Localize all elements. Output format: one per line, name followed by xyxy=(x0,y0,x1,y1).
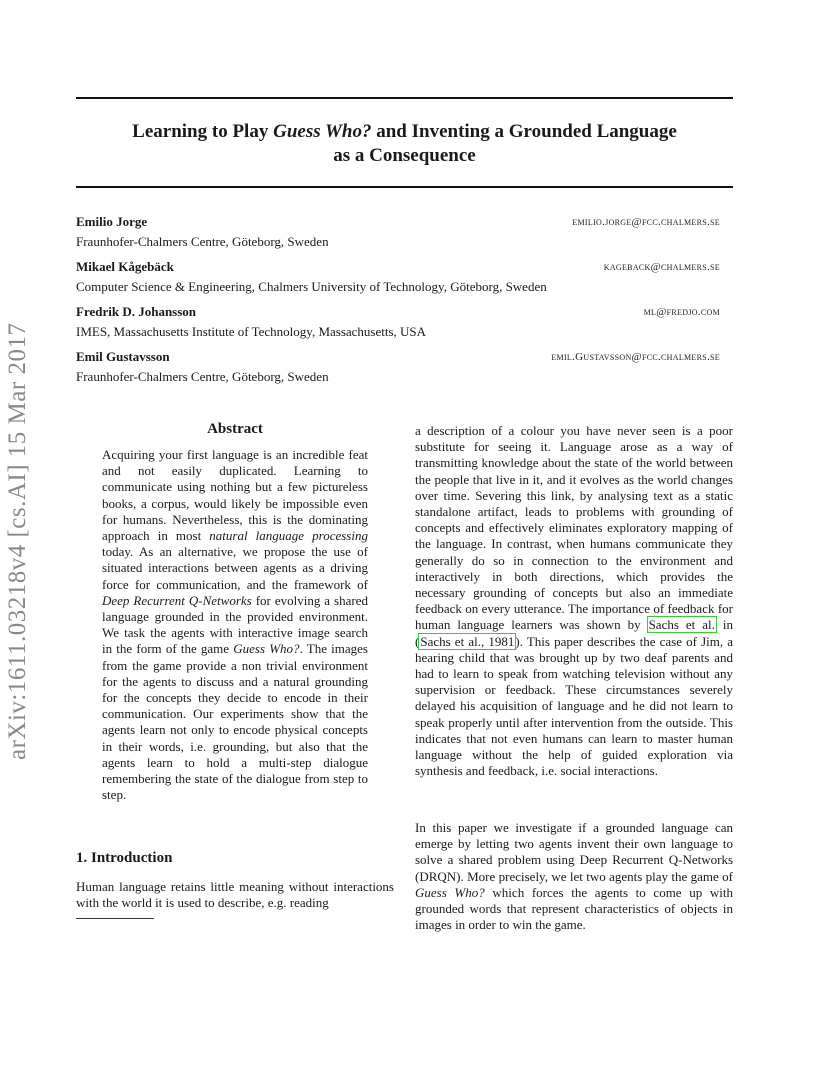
arxiv-identifier: arXiv:1611.03218v4 [cs.AI] 15 Mar 2017 xyxy=(4,322,31,760)
title-top-rule xyxy=(76,97,733,99)
author-email[interactable]: kageback@chalmers.se xyxy=(603,261,720,273)
author-affiliation: IMES, Massachusetts Institute of Technology, Massachusetts, USA xyxy=(76,324,427,339)
citation-link[interactable]: Sachs et al. xyxy=(648,617,715,633)
abstract-body: Acquiring your first language is an incredible feat and not easily duplicated. Learning to communicate using nothing but a few pictureless books, a corpus, would likely be impossible even for humans. Nevertheless, this is the dominating approach in most natural language processing today. As an alternative, we propose the use of situated interactions between agents as a driving force for communication, and the framework of Deep Recurrent Q-Networks for evolving a shared language grounded in the provided environment. We task the agents with interactive image search in the form of the game Guess Who?. The images from the game provide a non trivial environment for the agents to discuss and a natural grounding for the concepts they decide to encode in their communication. Our experiments show that the agents learn not only to encode physical concepts in their words, i.e. grounding, but also that the agents learn to hold a multi-step dialogue remembering the state of the dialogue from step to step. xyxy=(102,447,368,803)
abstract-heading: Abstract xyxy=(207,421,263,437)
author-email[interactable]: emil.Gustavsson@fcc.chalmers.se xyxy=(551,351,720,363)
paper-title-line-2: as a Consequence xyxy=(333,145,476,166)
author-name: Emilio Jorge xyxy=(76,214,148,229)
introduction-body: Human language retains little meaning without interactions with the world it is used to describe, e.g. reading xyxy=(76,879,394,911)
author-name: Mikael Kågebäck xyxy=(76,259,174,274)
body-paragraph: In this paper we investigate if a grounded language can emerge by letting two agents invent their own language to solve a shared problem using Deep Recurrent Q-Networks (DRQN). More precisely, we let two agents play the game of Guess Who? which forces the agents to come up with grounded words that represent characteristics of objects in images in order to win the game. xyxy=(415,820,733,933)
author-email[interactable]: ml@fredjo.com xyxy=(643,306,720,318)
title-bottom-rule xyxy=(76,186,733,188)
author-name: Fredrik D. Johansson xyxy=(76,304,197,319)
author-affiliation: Fraunhofer-Chalmers Centre, Göteborg, Sweden xyxy=(76,369,329,384)
body-paragraph: a description of a colour you have never seen is a poor substitute for seeing it. Language arose as a way of transmitting knowledge about the state of the world between the people that live in it, and it evolves as the world changes over time. Severing this link, by analysing text as a static standalone artifact, leads to problems with grounding of concepts and effectively eliminates exploratory mapping of the language. In contrast, when humans communicate they generally do so in connection to the environment and interactively in both directions, which provides the necessary grounding of concepts but also an immediate feedback on every utterance. The importance of feedback for human language learners was shown by Sachs et al. in (Sachs et al., 1981). This paper describes the case of Jim, a hearing child that was brought up by two deaf parents and had to learn to speak from watching television without any supervision or feedback. These circumstances severely delayed his acquisition of language and he did not learn to speak properly until after intervention from the outside. This indicates that not even humans can learn to master human language without the help of guided exploration via synthesis and feedback, i.e. social interactions. xyxy=(415,423,734,779)
citation-link[interactable]: Sachs et al., 1981 xyxy=(420,633,515,649)
author-email[interactable]: emilio.jorge@fcc.chalmers.se xyxy=(572,216,720,228)
paper-title-line-1: Learning to Play Guess Who? and Inventing a Grounded Language xyxy=(132,121,677,142)
footnote-rule xyxy=(76,918,154,919)
author-affiliation: Computer Science & Engineering, Chalmers University of Technology, Göteborg, Sweden xyxy=(76,279,547,294)
author-name: Emil Gustavsson xyxy=(76,349,170,364)
author-affiliation: Fraunhofer-Chalmers Centre, Göteborg, Sweden xyxy=(76,234,329,249)
introduction-heading: 1. Introduction xyxy=(76,850,173,866)
